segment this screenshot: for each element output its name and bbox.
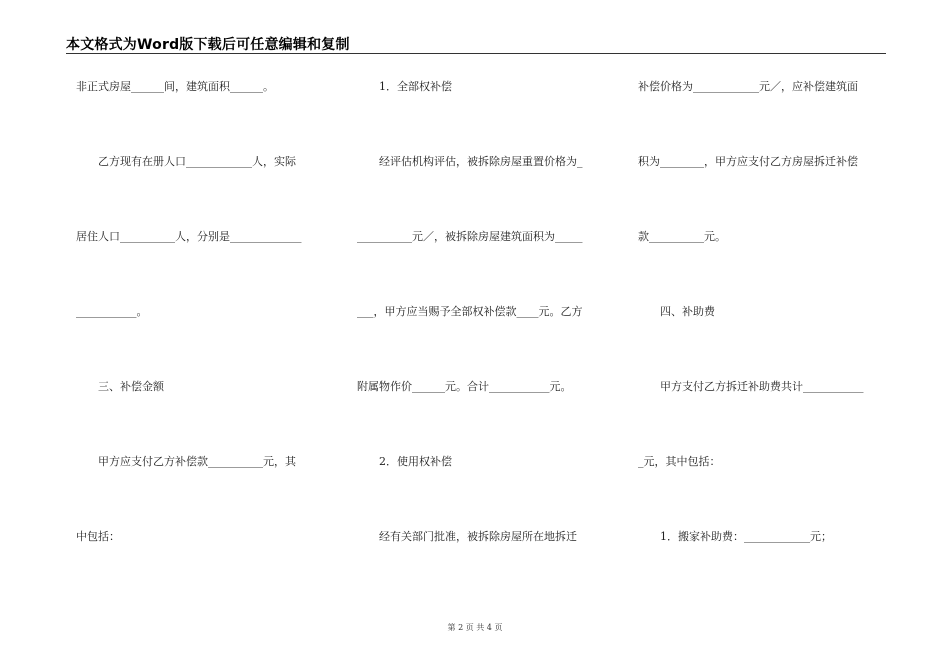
text-line: 1．全部权补偿 — [357, 80, 452, 93]
text-line: 经评估机构评估，被拆除房屋重置价格为_ — [357, 155, 583, 168]
text-line: 1．搬家补助费：____________元； — [638, 530, 832, 543]
text-line: 款__________元。 — [638, 230, 726, 243]
document-header-title: 本文格式为Word版下载后可任意编辑和复制 — [66, 37, 350, 53]
text-line: 居住人口__________人，分别是_____________ — [76, 230, 302, 243]
text-line: ___________。 — [76, 305, 148, 318]
text-line: __________元／，被拆除房屋建筑面积为_____ — [357, 230, 583, 243]
text-line: ___，甲方应当赐予全部权补偿款____元。乙方 — [357, 305, 583, 318]
text-line: 四、补助费 — [638, 305, 715, 318]
page-number-footer: 第 2 页 共 4 页 — [447, 623, 503, 632]
text-line: 积为________，甲方应支付乙方房屋拆迁补偿 — [638, 155, 858, 168]
header-divider — [66, 53, 886, 54]
text-line: 补偿价格为____________元／，应补偿建筑面 — [638, 80, 858, 93]
text-line: 附属物作价______元。合计___________元。 — [357, 380, 572, 393]
text-line: 非正式房屋______间，建筑面积______。 — [76, 80, 274, 93]
text-line: 中包括： — [76, 530, 120, 543]
text-line: 乙方现有在册人口____________人，实际 — [76, 155, 296, 168]
text-line: 三、补偿金额 — [76, 380, 164, 393]
text-line: 甲方支付乙方拆迁补助费共计___________ — [638, 380, 864, 393]
text-line: 2．使用权补偿 — [357, 455, 452, 468]
text-line: _元，其中包括： — [638, 455, 721, 468]
text-line: 甲方应支付乙方补偿款__________元，其 — [76, 455, 296, 468]
text-line: 经有关部门批准，被拆除房屋所在地拆迁 — [357, 530, 577, 543]
